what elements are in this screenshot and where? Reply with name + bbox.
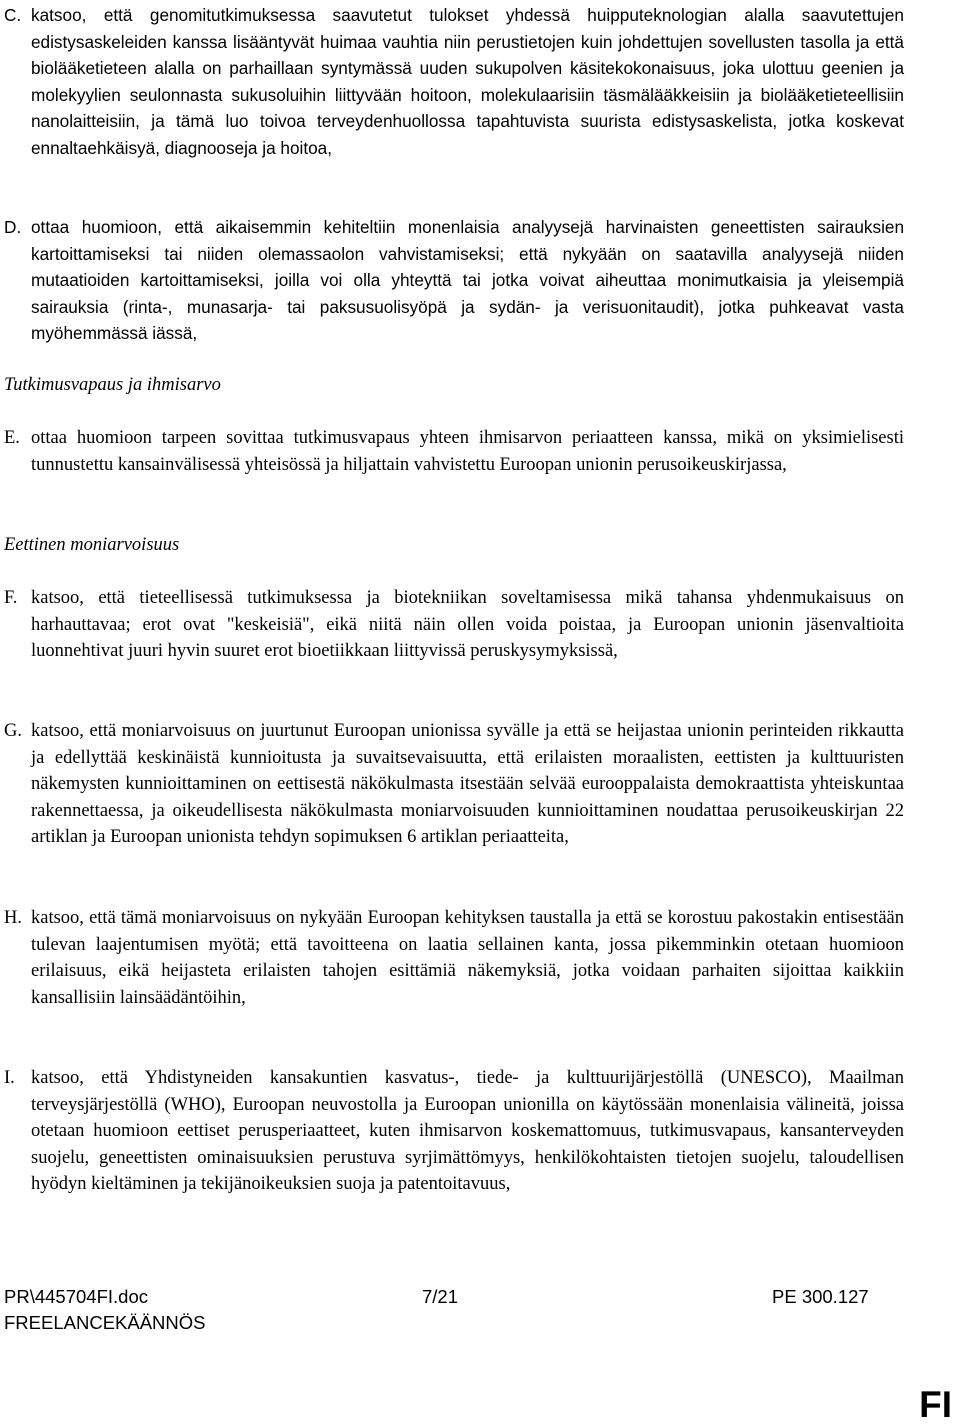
paragraph-e-text: ottaa huomioon tarpeen sovittaa tutkimusvapaus yhteen ihmisarvon periaatteen kanssa, mikä on yksimielisesti tunnustettu kansainvälisessä yhteisössä ja hiljattain vahvistettu Euroopan unionin perusoikeuskirjassa, <box>31 428 904 475</box>
paragraph-i-letter: I. <box>4 1068 15 1088</box>
paragraph-c-text: katsoo, että genomitutkimuksessa saavutetut tulokset yhdessä huipputeknologian alalla saavutettujen edistysaskeleiden kanssa lisääntyvät huimaa vauhtia niin perustietojen kuin johdettujen sovellusten tasolla ja että biolääketieteen alalla on parhaillaan syntymässä uuden sukupolven käsitekokonaisuus, joka ulottuu geenien ja molekyylien seulonnasta sukusoluihin liittyvään hoitoon, molekulaarisiin täsmälääkkeisiin ja biolääketieteellisiin nanolaitteisiin, ja tämä luo toivoa terveydenhuollossa tapahtuvista suurista edistysaskelista, jotka koskevat ennaltaehkäisyä, diagnooseja ja hoitoa, <box>31 5 904 158</box>
paragraph-g-text: katsoo, että moniarvoisuus on juurtunut Euroopan unionissa syvälle ja että se heijastaa unionin perinteiden rikkautta ja edellyttää keskinäistä kunnioitusta ja suvaitsevaisuutta, että erilaisten moraalisten, eettisten ja kulttuuristen näkemysten kunnioittaminen on eettisestä näkökulmasta itsestään selvää eurooppalaista demokraattista yhteiskuntaa rakennettaessa, ja oikeudellisesta näkökulmasta moniarvoisuuden kunnioittaminen noudattaa perusoikeuskirjan 22 artiklan ja Euroopan unionista tehdyn sopimuksen 6 artiklan periaatteita, <box>31 721 904 847</box>
paragraph-g-letter: G. <box>4 721 22 741</box>
footer-language-code: FI <box>919 1384 952 1425</box>
footer-translation-note: FREELANCEKÄÄNNÖS <box>4 1312 206 1333</box>
paragraph-i <box>4 1065 904 1198</box>
paragraph-d-text: ottaa huomioon, että aikaisemmin kehiteltiin monenlaisia analyysejä harvinaisten geneettisten sairauksien kartoittamiseksi tai niiden olemassaolon vahvistamiseksi; että nykyään on saatavilla analyysejä niiden mutaatioiden kartoittamiseksi, joilla voi olla yhteyttä tai jotka voivat aiheuttaa monimutkaisia ja yleisempiä sairauksia (rinta-, munasarja- tai paksusuolisyöpä ja sydän- ja verisuonitaudit), jotka puhkeavat vasta myöhemmässä iässä, <box>31 217 904 343</box>
paragraph-f-text: katsoo, että tieteellisessä tutkimuksessa ja biotekniikan soveltamisessa mikä tahansa yhdenmukaisuus on harhauttavaa; erot ovat "keskeisiä", eikä niitä näin ollen voida poistaa, ja Euroopan unionin jäsenvaltioita luonnehtivat juuri hyvin suuret erot bioetiikkaan liittyvissä peruskysymyksissä, <box>31 588 904 661</box>
paragraph-h-letter: H. <box>4 908 22 928</box>
paragraph-f <box>4 585 904 665</box>
paragraph-d-letter: D. <box>4 217 22 237</box>
paragraph-f-letter: F. <box>4 588 18 608</box>
paragraph-c <box>4 2 904 161</box>
paragraph-g <box>4 718 904 851</box>
paragraph-e <box>4 425 904 478</box>
paragraph-d <box>4 214 904 347</box>
footer-page-number: 7/21 <box>422 1286 459 1307</box>
heading-research-freedom: Tutkimusvapaus ja ihmisarvo <box>4 375 221 395</box>
paragraph-h <box>4 905 904 1011</box>
paragraph-c-letter: C. <box>4 5 22 25</box>
paragraph-i-text: katsoo, että Yhdistyneiden kansakuntien kasvatus-, tiede- ja kulttuurijärjestöllä (UNESCO), Maailman terveysjärjestöllä (WHO), Euroopan neuvostolla ja Euroopan unionilla on käytössään monenlaisia välineitä, joissa otetaan huomioon eettiset perusperiaatteet, kuten ihmisarvon koskemattomuus, tutkimusvapaus, kansanterveyden suojelu, geneettisten ominaisuuksien perustuva syrjimättömyys, henkilökohtaisten tietojen suojelu, taloudellisen hyödyn kieltäminen ja tekijänoikeuksien suoja ja patentoitavuus, <box>31 1068 904 1194</box>
footer-doc-ref: PR\445704FI.doc <box>4 1286 148 1307</box>
paragraph-e-letter: E. <box>4 428 20 448</box>
heading-ethical-pluralism: Eettinen moniarvoisuus <box>4 535 180 555</box>
paragraph-h-text: katsoo, että tämä moniarvoisuus on nykyään Euroopan kehityksen taustalla ja että se korostuu pakostakin entisestään tulevan laajentumisen myötä; että tavoitteena on laatia sellainen kanta, jossa pikemminkin otetaan huomioon erilaisuus, eikä heijasteta erilaisten tahojen esittämiä näkemyksiä, jotka voidaan parhaiten sijoittaa kaikkiin kansallisiin lainsäädäntöihin, <box>31 908 904 1008</box>
footer-pe-number: PE 300.127 <box>772 1286 869 1307</box>
